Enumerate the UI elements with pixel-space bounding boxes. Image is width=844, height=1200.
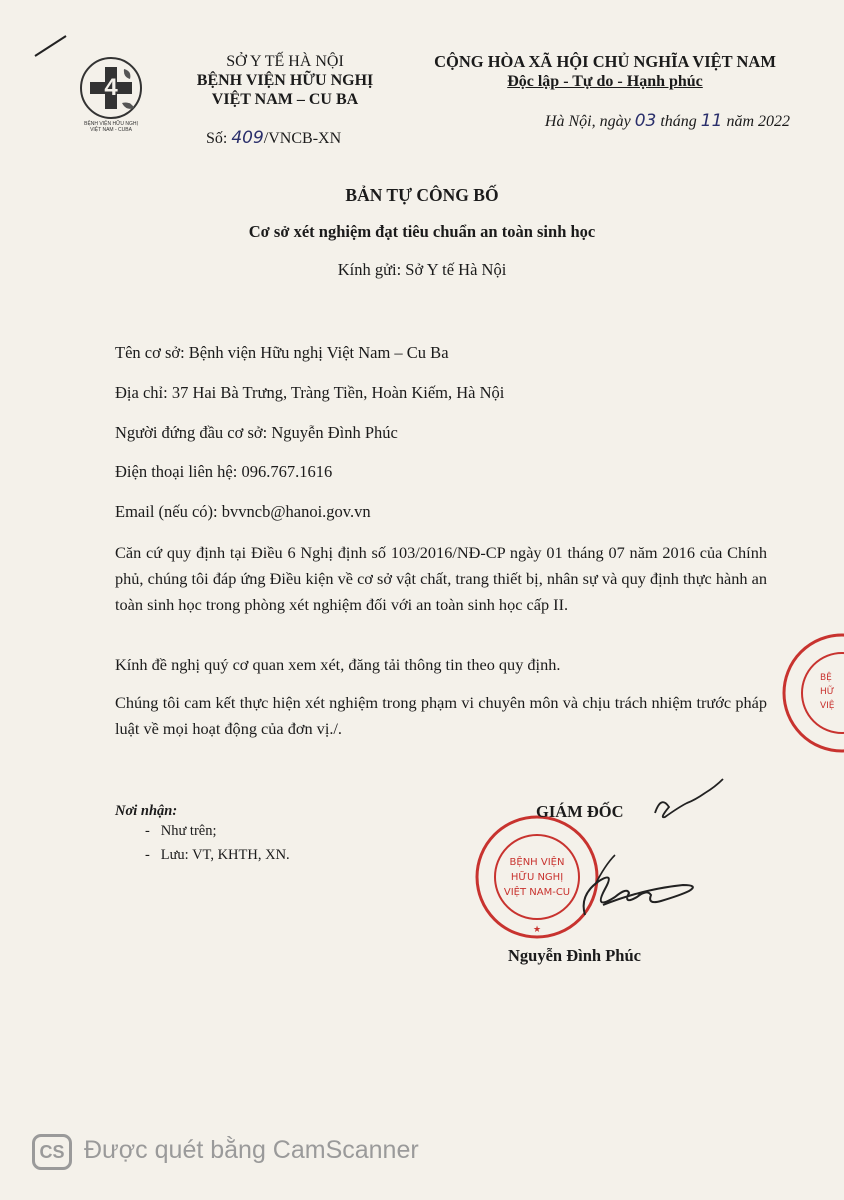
national-motto: Độc lập - Tự do - Hạnh phúc: [507, 73, 703, 90]
ref-number-handwritten: 409: [231, 128, 264, 148]
document-title: BẢN TỰ CÔNG BỐ: [345, 185, 499, 205]
ref-prefix: Số:: [206, 130, 228, 147]
handwritten-signature: [555, 765, 735, 935]
department: SỞ Y TẾ HÀ NỘI: [226, 53, 344, 70]
date-month: 11: [700, 111, 723, 131]
svg-text:4: 4: [104, 74, 118, 101]
document-subtitle: Cơ sở xét nghiệm đạt tiêu chuẩn an toàn sinh học: [248, 222, 596, 241]
hospital-name-line2: VIỆT NAM – CU BA: [211, 91, 359, 108]
reference-number: [206, 128, 341, 148]
issuing-organization: [175, 52, 395, 109]
signer-name: Nguyễn Đình Phúc: [508, 946, 641, 965]
date-month-label: tháng: [660, 113, 697, 130]
body-paragraph-2: Kính đề nghị quý cơ quan xem xét, đăng tải thông tin theo quy định.: [115, 655, 561, 674]
svg-text:★: ★: [532, 925, 542, 935]
logo-caption-1: BỆNH VIỆN HỮU NGHỊ: [84, 121, 138, 127]
date-prefix: Hà Nội, ngày: [544, 113, 631, 130]
hospital-logo: [78, 55, 144, 135]
recipients-heading: Nơi nhận:: [115, 803, 178, 819]
stamp-text-1: BỆNH VIỆN: [509, 857, 565, 868]
logo-caption-2: VIỆT NAM - CUBA: [90, 127, 132, 133]
nation-name: CỘNG HÒA XÃ HỘI CHỦ NGHĨA VIỆT NAM: [434, 52, 776, 71]
facility-address: Địa chỉ: 37 Hai Bà Trưng, Tràng Tiền, Hoàn Kiếm, Hà Nội: [115, 383, 505, 402]
greeting: Kính gửi: Sở Y tế Hà Nội: [337, 260, 507, 279]
issue-date: [450, 111, 790, 131]
body-paragraph-3: Chúng tôi cam kết thực hiện xét nghiệm trong phạm vi chuyên môn và chịu trách nhiệm trước pháp luật về mọi hoạt động của đơn vị./.: [115, 693, 767, 738]
signer-title: GIÁM ĐỐC: [536, 802, 624, 821]
date-year: năm 2022: [726, 113, 790, 130]
recipient-item: - Như trên;: [145, 823, 217, 839]
svg-text:HỮ: HỮ: [820, 687, 835, 697]
svg-text:BỆ: BỆ: [820, 673, 832, 683]
pen-mark: [30, 30, 70, 60]
hospital-name-line1: BỆNH VIỆN HỮU NGHỊ: [196, 72, 374, 89]
camscanner-icon: CS: [32, 1134, 72, 1170]
facility-head: Người đứng đầu cơ sở: Nguyễn Đình Phúc: [115, 423, 398, 442]
date-day: 03: [634, 111, 657, 131]
stamp-text-3: VIỆT NAM-CU: [503, 887, 571, 898]
recipient-item: - Lưu: VT, KHTH, XN.: [145, 847, 290, 863]
facility-name: Tên cơ sở: Bệnh viện Hữu nghị Việt Nam – Cu Ba: [115, 343, 449, 362]
contact-phone: Điện thoại liên hệ: 096.767.1616: [115, 462, 333, 481]
ref-suffix: /VNCB-XN: [263, 130, 342, 147]
svg-text:VIỆ: VIỆ: [820, 701, 835, 711]
page-seal-partial: [780, 628, 844, 758]
camscanner-text: Được quét bằng CamScanner: [84, 1136, 419, 1164]
hospital-logo-icon: [78, 55, 144, 121]
stamp-text-2: HỮU NGHỊ: [510, 872, 564, 883]
body-paragraph-1: Căn cứ quy định tại Điều 6 Nghị định số 103/2016/NĐ-CP ngày 01 tháng 07 năm 2016 của Chính phủ, chúng tôi đáp ứng Điều kiện về cơ sở vật chất, trang thiết bị, nhân sự và quy định thực hành an toàn sinh học trong phòng xét nghiệm đối với an toàn sinh học cấp II.: [115, 543, 767, 614]
national-header: [420, 52, 790, 92]
contact-email: Email (nếu có): bvvncb@hanoi.gov.vn: [115, 502, 371, 521]
